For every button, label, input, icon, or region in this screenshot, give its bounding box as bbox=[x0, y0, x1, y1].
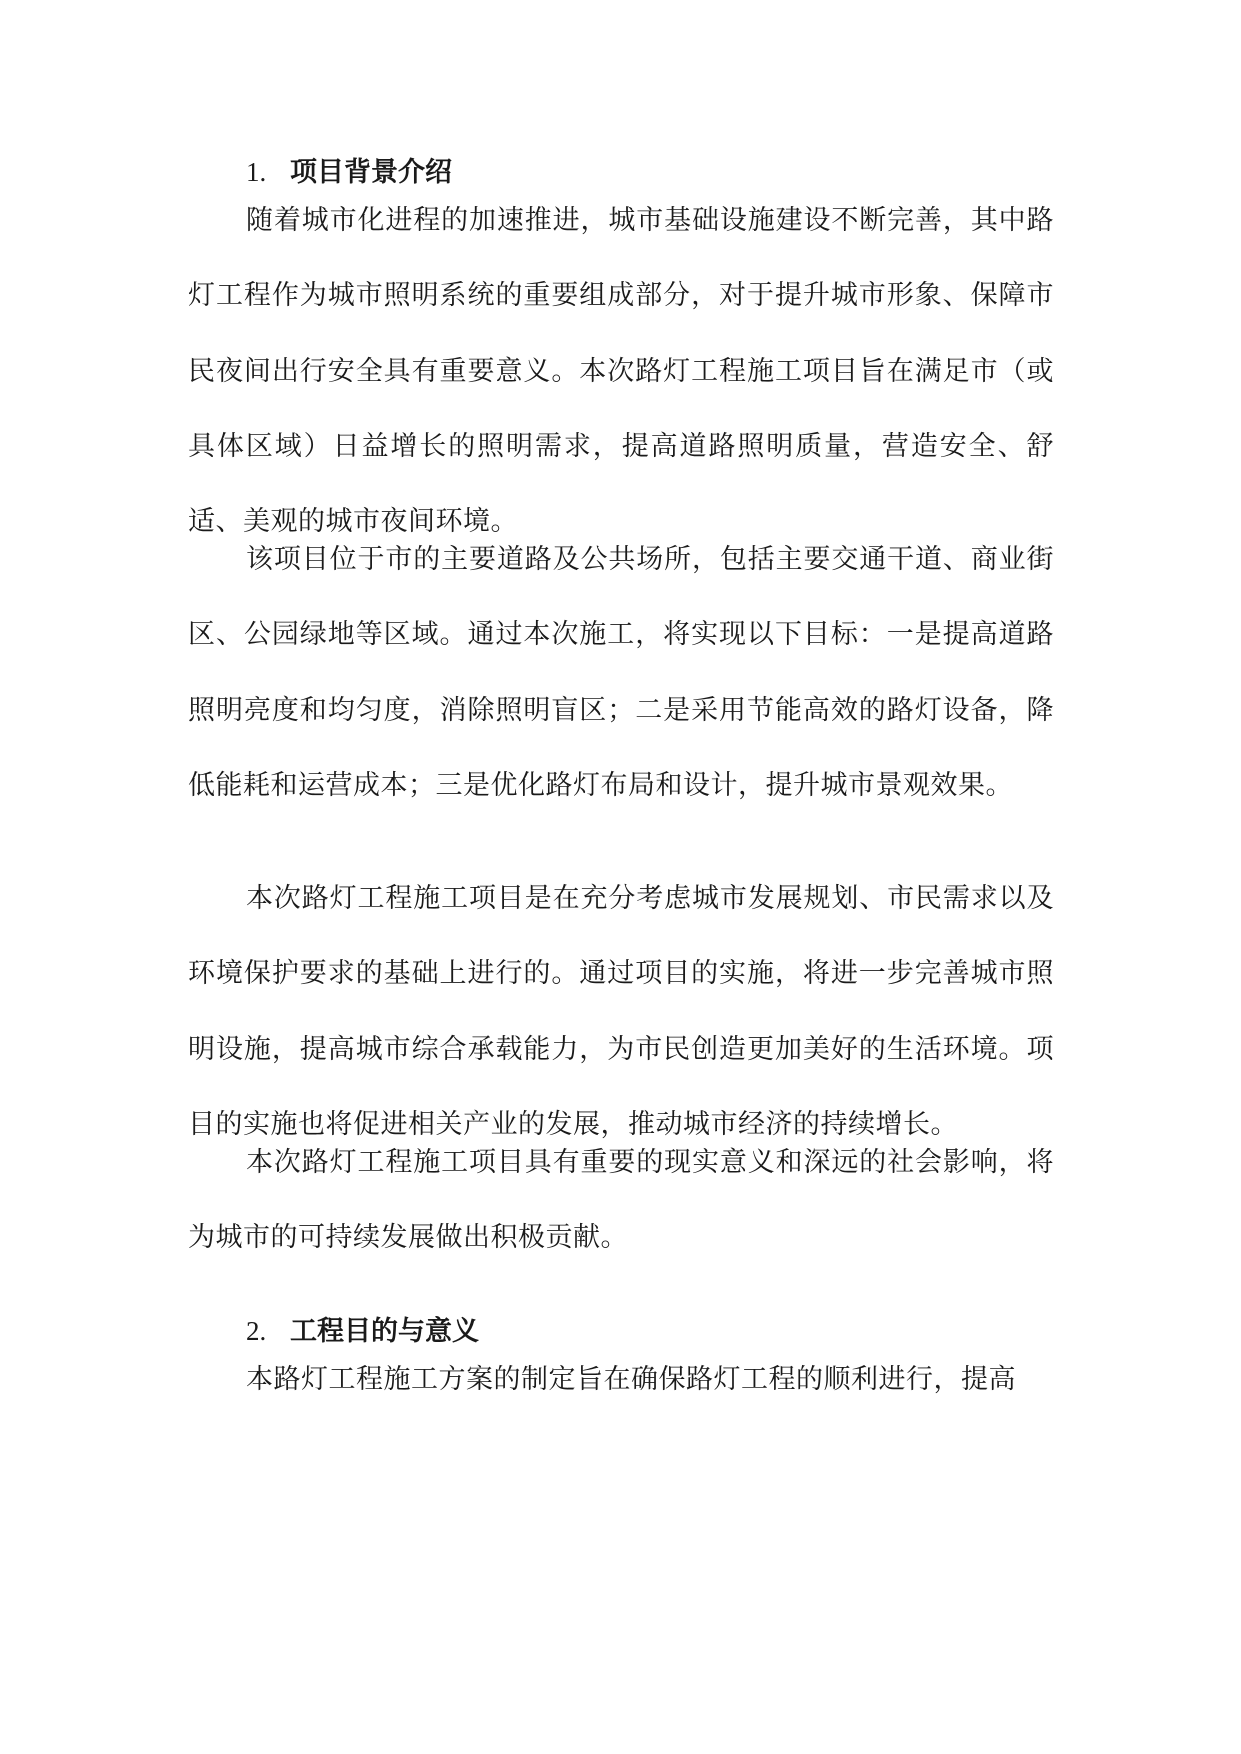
section-number: 2. bbox=[246, 1316, 267, 1346]
paragraph: 本路灯工程施工方案的制定旨在确保路灯工程的顺利进行，提高 bbox=[246, 1364, 1016, 1395]
paragraph: 本次路灯工程施工项目具有重要的现实意义和深远的社会影响，将为城市的可持续发展做出积极贡献。 bbox=[188, 1147, 1054, 1254]
section-number: 1. bbox=[246, 157, 267, 187]
section-title: 工程目的与意义 bbox=[290, 1316, 479, 1347]
paragraph: 该项目位于市的主要道路及公共场所，包括主要交通干道、商业街区、公园绿地等区域。通过本次施工，将实现以下目标：一是提高道路照明亮度和均匀度，消除照明盲区；二是采用节能高效的路灯设备，降低能耗和运营成本；三是优化路灯布局和设计，提升城市景观效果。 bbox=[188, 544, 1054, 801]
paragraph: 本次路灯工程施工项目是在充分考虑城市发展规划、市民需求以及环境保护要求的基础上进行的。通过项目的实施，将进一步完善城市照明设施，提高城市综合承载能力，为市民创造更加美好的生活环境。项目的实施也将促进相关产业的发展，推动城市经济的持续增长。 bbox=[188, 883, 1054, 1140]
paragraph: 随着城市化进程的加速推进，城市基础设施建设不断完善，其中路灯工程作为城市照明系统的重要组成部分，对于提升城市形象、保障市民夜间出行安全具有重要意义。本次路灯工程施工项目旨在满足市（或具体区域）日益增长的照明需求，提高道路照明质量，营造安全、舒适、美观的城市夜间环境。 bbox=[188, 205, 1054, 538]
section-title: 项目背景介绍 bbox=[290, 157, 452, 188]
